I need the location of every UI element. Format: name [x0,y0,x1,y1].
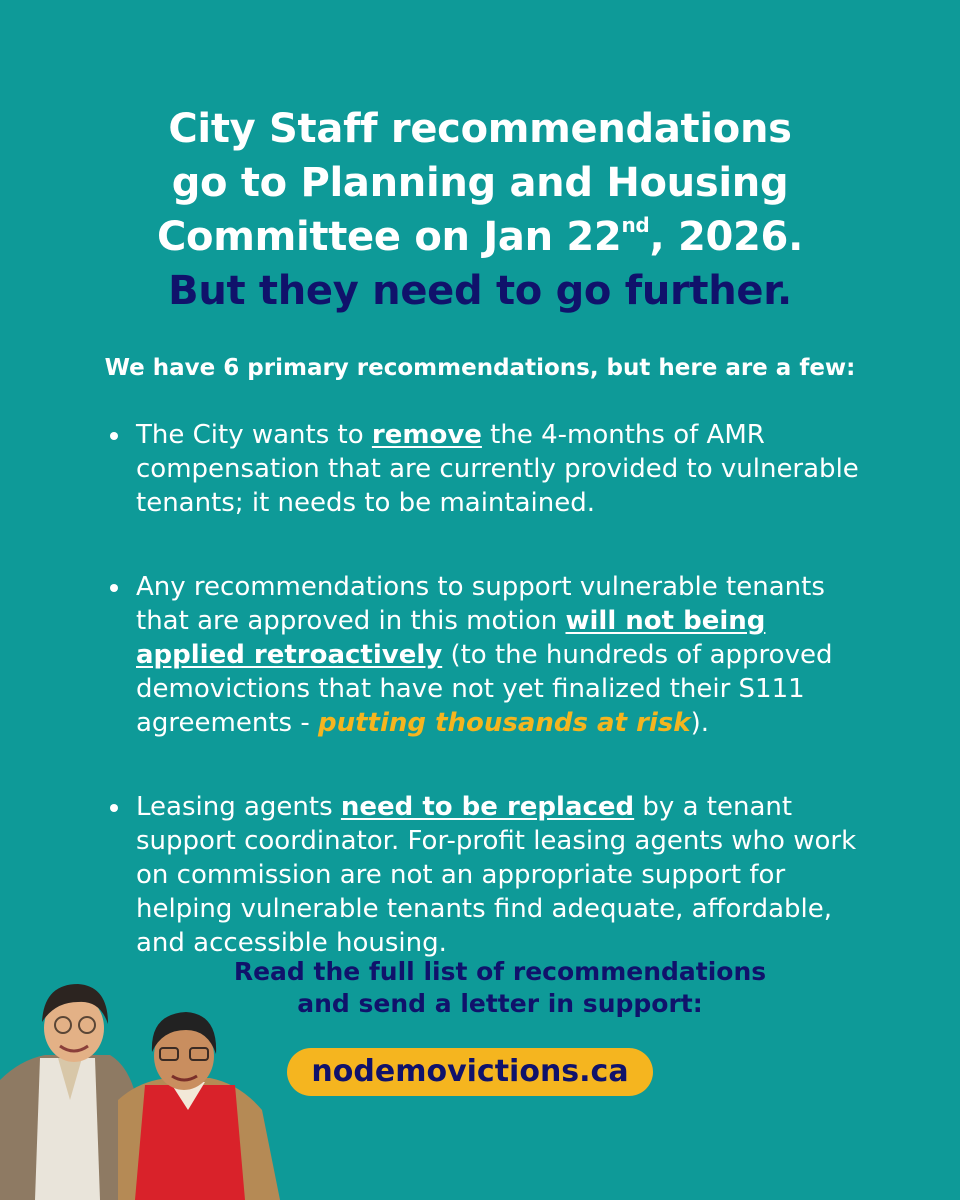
risk-highlight: putting thousands at risk [318,708,691,738]
bullet-text: The City wants to [136,420,372,450]
list-item [110,570,870,740]
bullet-emphasis: need to be replaced [340,792,635,822]
date-suffix: nd [621,213,650,237]
headline-year: , 2026. [649,214,803,260]
bullet-text: by a tenant support coordinator. For-profit leasing agents who work on commission are not an appropriate support for helping vulnerable tenants find adequate, affordable, and accessible housing. [136,792,857,958]
cta-line-1: Read the full list of recommendations [233,957,767,986]
headline [0,102,960,318]
bullet-emphasis: will not being applied retroactively [136,606,766,670]
bullet-text: (to the hundreds of approved demovictions that have not yet finalized their S111 agreements - [136,640,833,738]
bullet-text: Leasing agents [136,792,341,822]
list-item [110,790,870,960]
headline-line-2: go to Planning and Housing [171,160,789,206]
headline-line-3 [0,210,960,264]
headline-emphasis: But they need to go further. [168,268,792,314]
bullet-emphasis: remove [371,420,482,450]
headline-date: Committee on Jan 22 [157,214,622,260]
website-link[interactable]: nodemovictions.ca [287,1048,653,1096]
bullet-icon [110,584,118,592]
bullet-text: ). [690,708,709,738]
bullet-text: the 4-months of AMR compensation that are currently provided to vulnerable tenants; it needs to be maintained. [136,420,859,518]
tenants-photo [0,960,300,1200]
recommendation-list [110,418,870,1010]
headline-line-1: City Staff recommendations [168,106,792,152]
cta-line-2: and send a letter in support: [297,989,703,1018]
bullet-icon [110,804,118,812]
list-item [110,418,870,520]
bullet-icon [110,432,118,440]
person-right [118,1012,280,1200]
intro-text: We have 6 primary recommendations, but here are a few: [104,355,856,381]
bullet-text: Any recommendations to support vulnerable tenants that are approved in this motion [136,572,825,636]
